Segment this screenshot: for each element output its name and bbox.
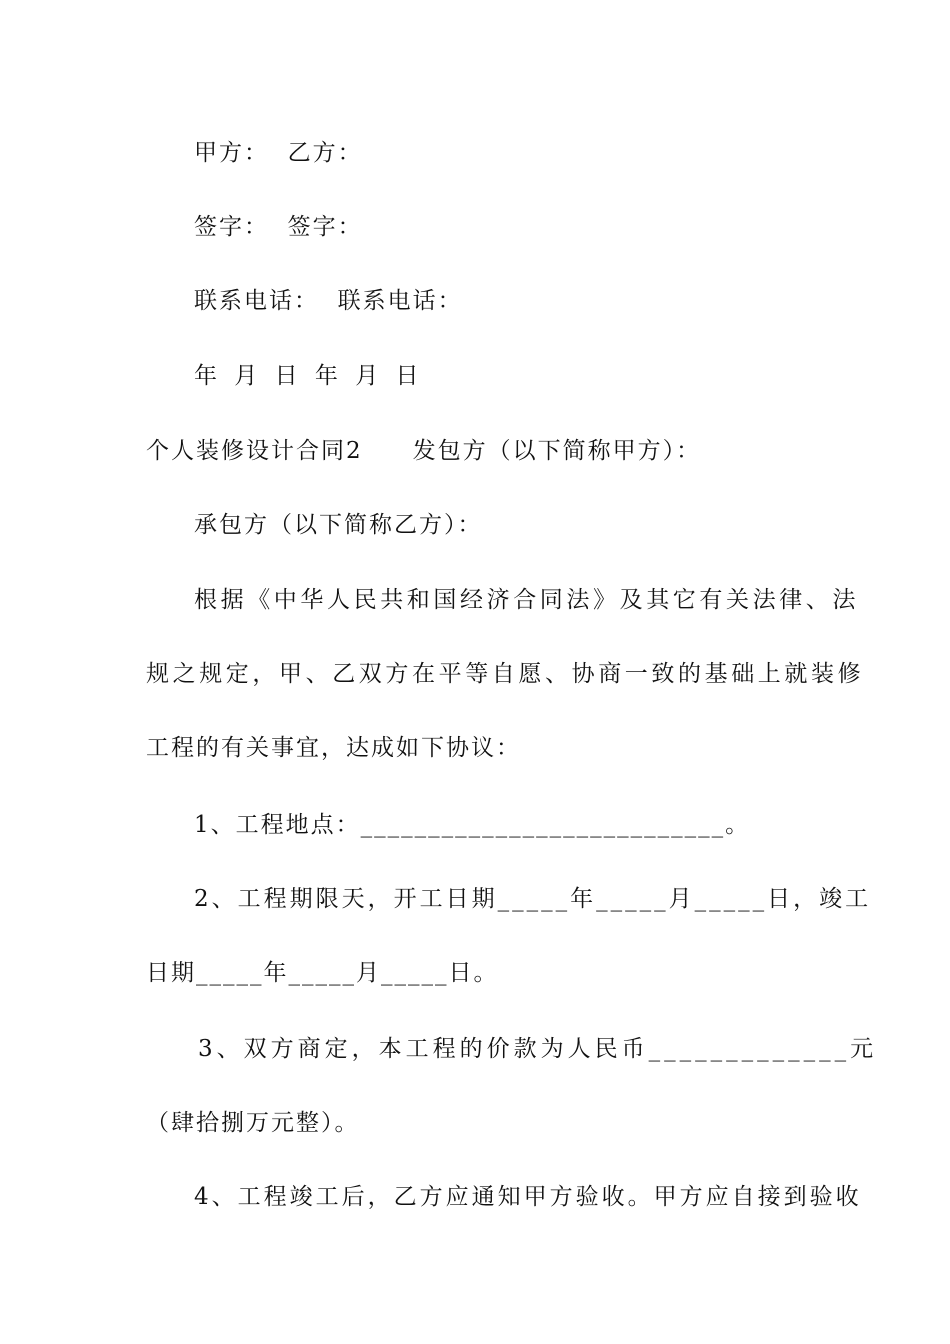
contractor-a-line: 发包方（以下简称甲方）： xyxy=(412,438,702,464)
preamble-line: 工程的有关事宜，达成如下协议： xyxy=(146,735,521,761)
clause-line: 4、工程竣工后，乙方应通知甲方验收。甲方应自接到验收 xyxy=(194,1184,862,1210)
contractor-b-line: 承包方（以下简称乙方）： xyxy=(194,512,483,538)
preamble-line: 规之规定，甲、乙双方在平等自愿、协商一致的基础上就装修 xyxy=(146,661,865,687)
party-line: 甲方： 乙方： xyxy=(194,140,363,166)
clause-line: 1、工程地点：___________________________。 xyxy=(194,812,751,838)
clause-line: 日期_____年_____月_____日。 xyxy=(146,960,499,986)
preamble-line: 根据《中华人民共和国经济合同法》及其它有关法律、法 xyxy=(194,587,859,613)
contract-title: 个人装修设计合同2 xyxy=(146,438,363,464)
clause-line: （肆拾捌万元整）。 xyxy=(146,1110,360,1136)
signature-line: 签字： 签字： xyxy=(194,214,363,240)
clause-line: 2、工程期限天，开工日期_____年_____月_____日，竣工 xyxy=(194,886,872,912)
date-line: 年 月 日 年 月 日 xyxy=(194,363,424,389)
title-line xyxy=(146,436,701,466)
phone-line: 联系电话： 联系电话： xyxy=(194,288,463,314)
clause-line: 3、双方商定，本工程的价款为人民币_____________元 xyxy=(198,1036,878,1062)
